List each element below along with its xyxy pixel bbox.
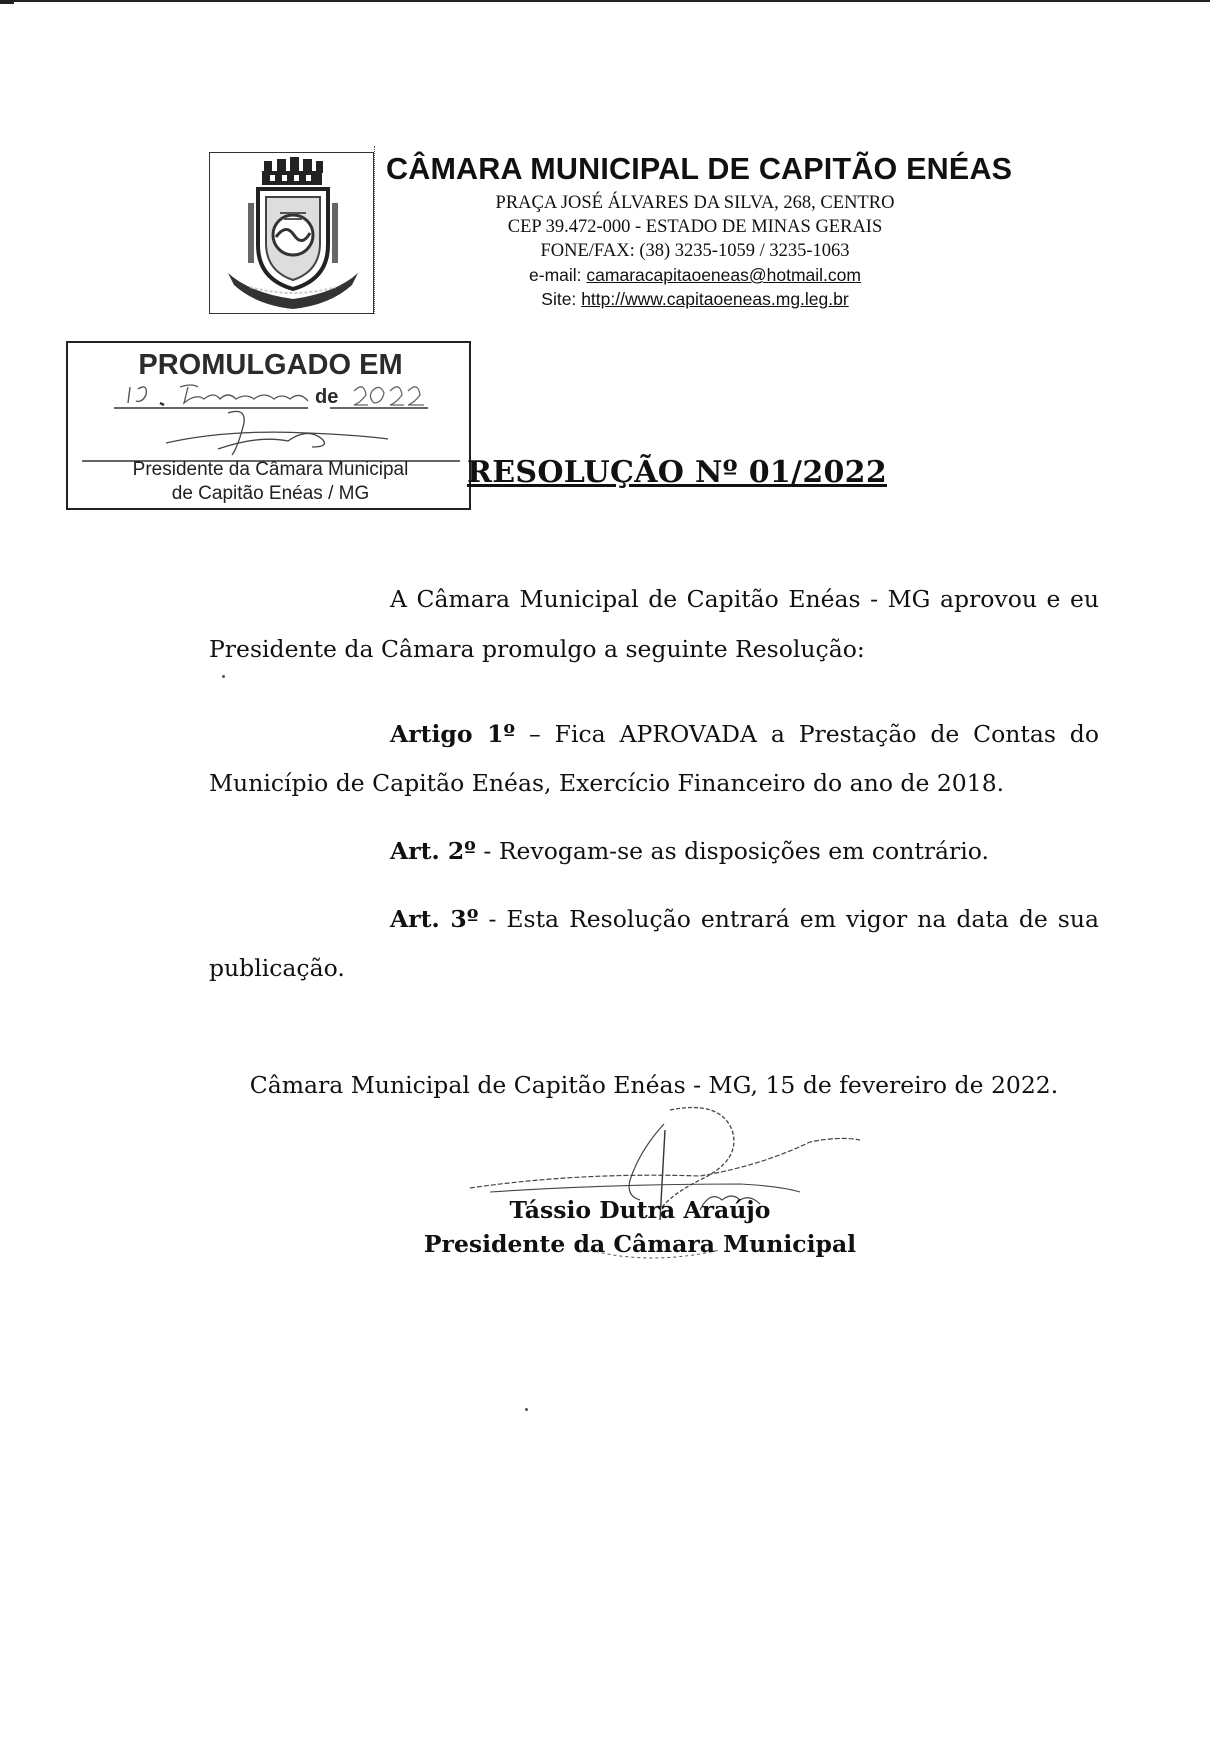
site-label: Site: [541, 289, 577, 309]
scan-edge-line [0, 0, 1210, 2]
scan-speck [222, 675, 225, 678]
article-1-line2: Município de Capitão Enéas, Exercício Financeiro do ano de 2018. [209, 769, 1005, 797]
org-name: CÂMARA MUNICIPAL DE CAPITÃO ENÉAS [386, 152, 1013, 186]
signer-role: Presidente da Câmara Municipal [423, 1230, 857, 1258]
document-title: RESOLUÇÃO Nº 01/2022 [467, 455, 888, 490]
org-address: PRAÇA JOSÉ ÁLVARES DA SILVA, 268, CENTRO [495, 193, 895, 213]
promulgation-stamp [66, 341, 471, 510]
article-1-label: Artigo 1º [390, 720, 516, 748]
org-email-line [370, 263, 1020, 287]
org-cep-state: CEP 39.472-000 - ESTADO DE MINAS GERAIS [507, 217, 883, 237]
closing-place-date: Câmara Municipal de Capitão Enéas - MG, 15 de fevereiro de 2022. [249, 1071, 1059, 1099]
intro-paragraph-line1: A Câmara Municipal de Capitão Enéas - MG aprovou e eu [390, 585, 1099, 613]
stamp-de: de [315, 386, 339, 408]
crest-icon [210, 153, 375, 315]
article-2: Art. 2º - Revogam-se as disposições em contrário. [390, 837, 989, 865]
email-link[interactable]: camaracapitaoeneas@hotmail.com [586, 265, 861, 285]
org-site-line [370, 287, 1020, 311]
site-link[interactable]: http://www.capitaoeneas.mg.leg.br [581, 289, 849, 309]
scan-edge-mark [0, 0, 14, 4]
signer-name: Tássio Dutra Araújo [509, 1196, 771, 1224]
article-2-label: Art. 2º [390, 837, 476, 865]
article-3-line1: Art. 3º - Esta Resolução entrará em vigor na data de sua [390, 905, 1100, 933]
article-1-line1: Artigo 1º – Fica APROVADA a Prestação de Contas do [390, 720, 1099, 748]
article-3-line2: publicação. [209, 954, 345, 982]
article-3-label: Art. 3º [390, 905, 479, 933]
intro-paragraph-line2: Presidente da Câmara promulgo a seguinte Resolução: [209, 635, 865, 663]
stamp-title: PROMULGADO EM [138, 349, 403, 381]
org-phone: FONE/FAX: (38) 3235-1059 / 3235-1063 [540, 241, 850, 261]
email-label: e-mail: [529, 265, 582, 285]
stamp-signer-title: Presidente da Câmara Municipal [132, 459, 409, 480]
stamp-signer-city: de Capitão Enéas / MG [171, 483, 370, 504]
scan-speck [525, 1408, 528, 1411]
municipal-crest-logo [209, 152, 374, 314]
